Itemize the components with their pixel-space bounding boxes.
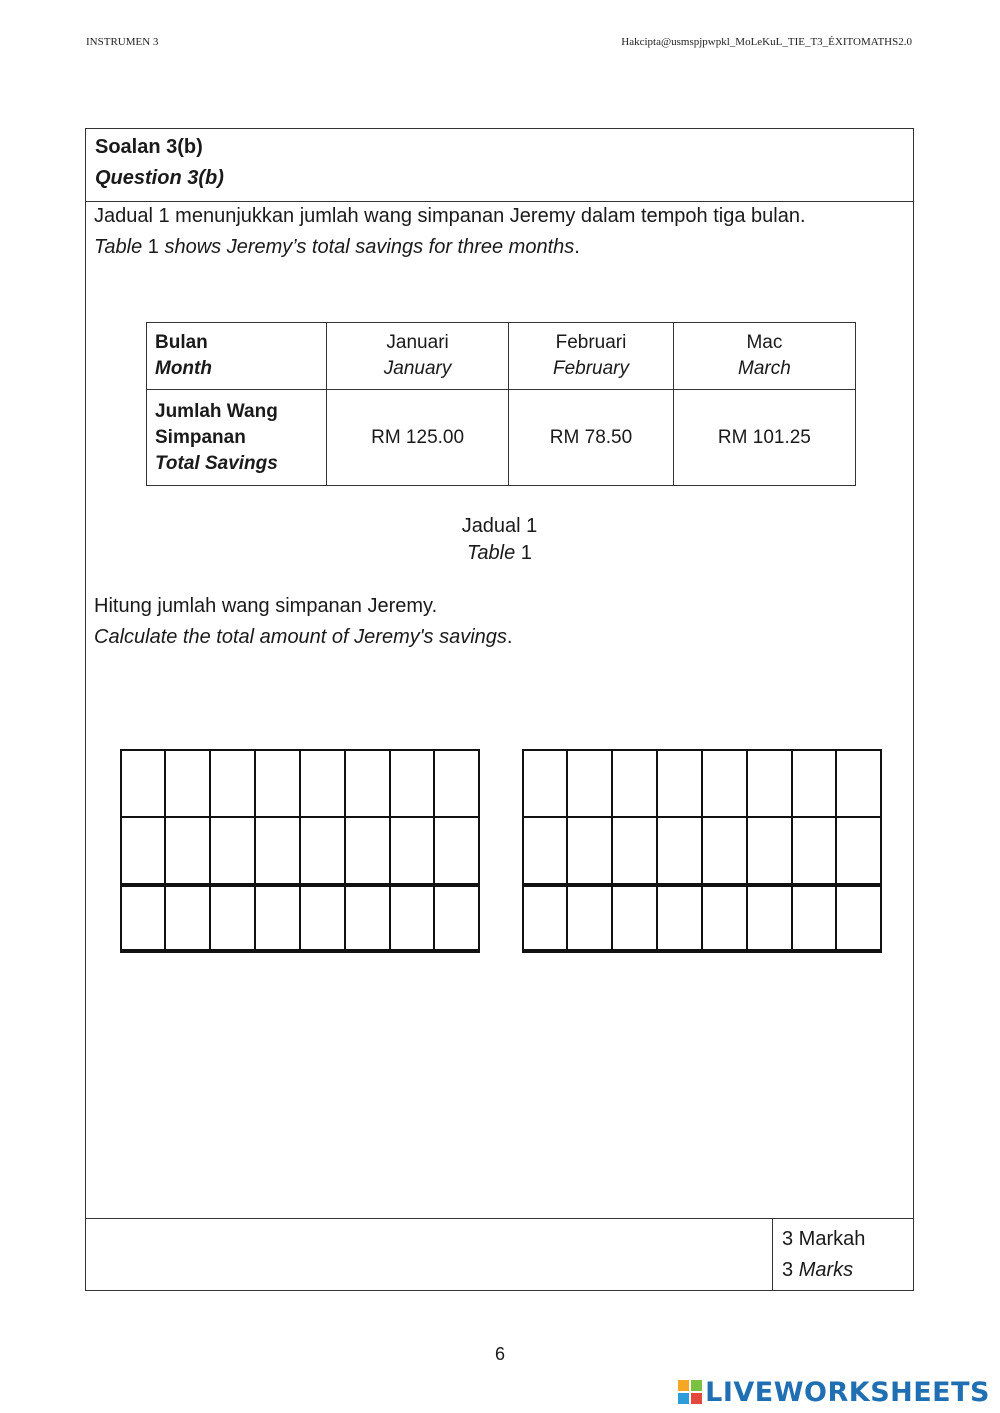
savings-label-ms-2: Simpanan xyxy=(155,426,246,448)
marks-en xyxy=(782,1255,914,1286)
caption-ms: Jadual 1 xyxy=(461,515,538,537)
month-label-en: Month xyxy=(155,358,212,379)
month-cell-1 xyxy=(327,323,509,390)
question-frame xyxy=(85,128,914,1291)
task-paragraph xyxy=(94,591,905,653)
intro-en-2: 1 xyxy=(142,236,165,258)
month-en-2: February xyxy=(552,358,629,379)
month-label-cell xyxy=(147,323,327,390)
month-cell-2 xyxy=(509,323,674,390)
liveworksheets-text: LIVEWORKSHEETS xyxy=(705,1376,990,1408)
month-ms-2: Februari xyxy=(555,332,627,353)
task-en xyxy=(94,622,905,653)
task-en-text: Calculate the total amount of Jeremy's savings xyxy=(94,626,507,648)
answer-grid-right[interactable] xyxy=(522,749,882,953)
month-ms-3: Mac xyxy=(746,332,783,353)
question-header xyxy=(86,129,913,202)
marks-row xyxy=(86,1218,913,1291)
question-title-en xyxy=(95,167,224,190)
savings-table xyxy=(146,322,856,486)
header-left: INSTRUMEN 3 xyxy=(86,36,159,48)
answer-grid-right-lines xyxy=(522,749,882,953)
caption-en-num: 1 xyxy=(515,542,532,564)
answer-grid-left[interactable] xyxy=(120,749,480,953)
caption-en xyxy=(86,540,913,567)
savings-label-cell xyxy=(147,390,327,486)
savings-label-en: Total Savings xyxy=(155,452,278,474)
liveworksheets-icon xyxy=(678,1380,702,1404)
table-row-month xyxy=(147,323,856,390)
answer-grid-left-lines xyxy=(120,749,480,953)
question-title-ms: Soalan 3(b) xyxy=(95,136,203,158)
month-en-1: January xyxy=(383,358,452,379)
savings-amount-3: RM 101.25 xyxy=(673,390,855,486)
month-label-ms: Bulan xyxy=(155,332,208,353)
month-en-3: March xyxy=(738,358,791,379)
marks-en-num: 3 xyxy=(782,1259,799,1281)
intro-en-3: shows Jeremy’s total savings for three months xyxy=(164,236,575,258)
intro-ms: Jadual 1 menunjukkan jumlah wang simpanan Jeremy dalam tempoh tiga bulan. xyxy=(94,205,806,227)
marks-en-word: Marks xyxy=(798,1259,854,1281)
month-cell-3 xyxy=(673,323,855,390)
month-ms-1: Januari xyxy=(386,332,449,353)
task-en-end: . xyxy=(506,626,513,648)
caption-en-word: Table xyxy=(467,542,516,564)
savings-amount-1: RM 125.00 xyxy=(327,390,509,486)
page-number: 6 xyxy=(494,1344,505,1364)
marks-ms: 3 Markah xyxy=(782,1228,866,1250)
table-row-savings xyxy=(147,390,856,486)
intro-paragraph xyxy=(94,201,905,263)
table-caption xyxy=(86,513,913,567)
marks-cell xyxy=(772,1219,914,1291)
savings-amount-2: RM 78.50 xyxy=(509,390,674,486)
intro-en-1: Table xyxy=(94,236,143,258)
intro-en xyxy=(94,232,905,263)
question-title-en-prefix: Question 3 xyxy=(95,167,199,189)
liveworksheets-logo[interactable] xyxy=(678,1377,990,1407)
header-right: Hakcipta@usmspjpwpkl_MoLeKuL_TIE_T3_ÉXITOMATHS2.0 xyxy=(621,36,912,48)
intro-en-4: . xyxy=(574,236,580,258)
task-ms: Hitung jumlah wang simpanan Jeremy. xyxy=(94,595,438,617)
savings-label-ms-1: Jumlah Wang xyxy=(155,400,278,422)
question-title-en-suffix: (b) xyxy=(198,167,224,189)
